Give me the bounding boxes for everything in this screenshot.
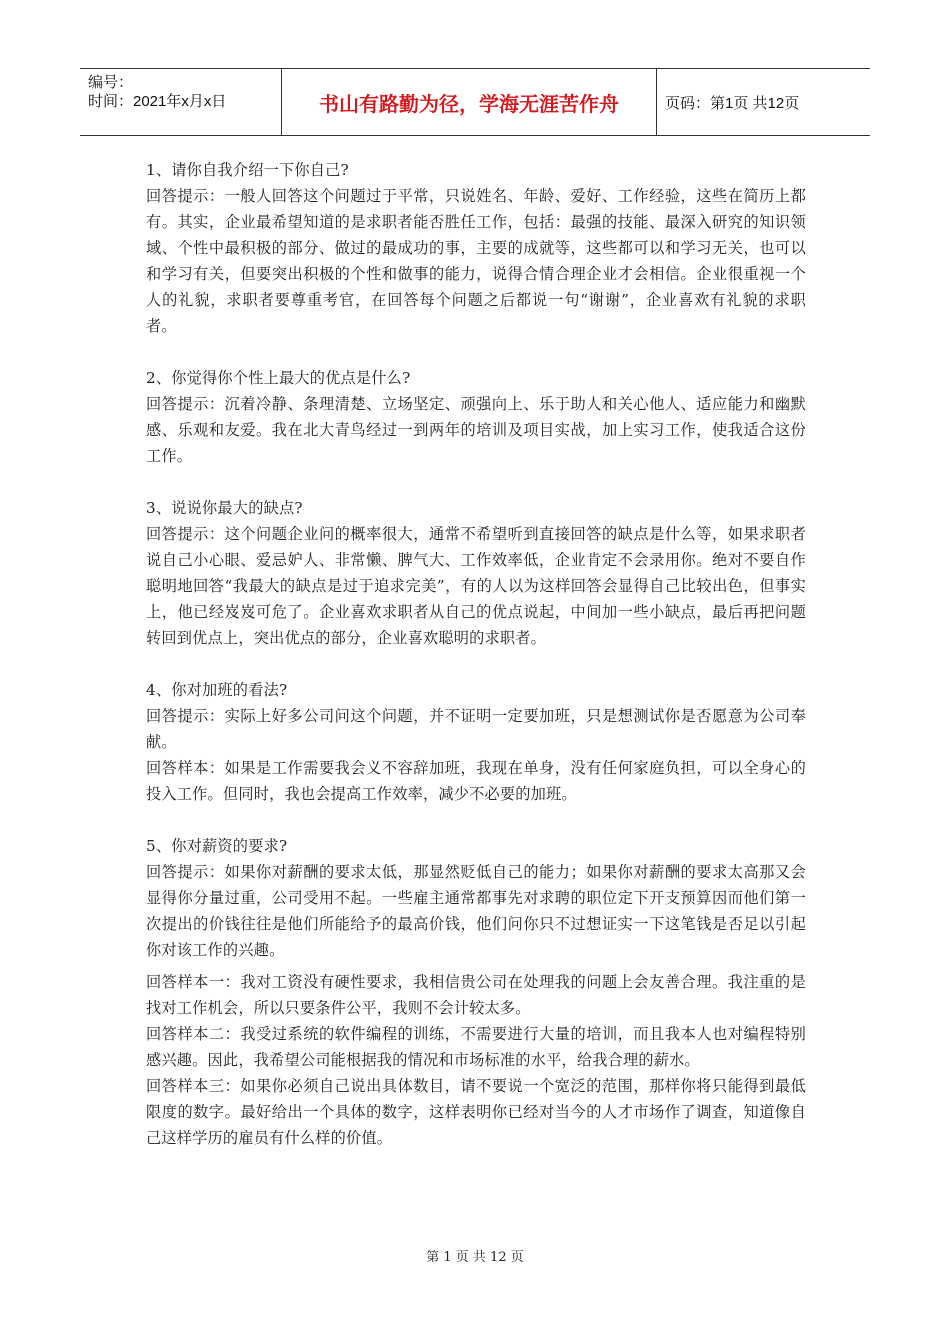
question-section-3 [146,495,806,651]
question-title: 1、请你自我介绍一下你自己? [146,161,349,179]
page-header [80,68,870,136]
question-section-5 [146,833,806,1151]
header-motto: 书山有路勤为径，学海无涯苦作舟 [282,69,657,135]
answer-paragraph: 回答样本二：我受过系统的软件编程的训练，不需要进行大量的培训，而且我本人也对编程特别感兴趣。因此，我希望公司能根据我的情况和市场标准的水平，给我合理的薪水。 [146,1025,806,1069]
header-meta [80,69,282,135]
document-number-label: 编号： [88,74,134,91]
question-title: 3、说说你最大的缺点? [146,499,303,517]
answer-paragraph: 回答样本一：我对工资没有硬性要求，我相信贵公司在处理我的问题上会友善合理。我注重的是找对工作机会，所以只要条件公平，我则不会计较太多。 [146,973,806,1017]
answer-paragraph: 回答提示：一般人回答这个问题过于平常，只说姓名、年龄、爱好、工作经验，这些在简历上都有。其实，企业最希望知道的是求职者能否胜任工作，包括：最强的技能、最深入研究的知识领域、个性中最积极的部分、做过的最成功的事，主要的成就等，这些都可以和学习无关，也可以和学习有关，但要突出积极的个性和做事的能力，说得合情合理企业才会相信。企业很重视一个人的礼貌，求职者要尊重考官，在回答每个问题之后都说一句“谢谢”，企业喜欢有礼貌的求职者。 [146,187,806,335]
answer-paragraph: 回答样本三：如果你必须自己说出具体数目，请不要说一个宽泛的范围，那样你将只能得到最低限度的数字。最好给出一个具体的数字，这样表明你已经对当今的人才市场作了调查，知道像自己这样学历的雇员有什么样的价值。 [146,1077,806,1147]
question-title: 4、你对加班的看法? [146,681,288,699]
question-section-1 [146,157,806,339]
header-page-number: 页码：第1页 共12页 [665,94,800,112]
answer-paragraph: 回答提示：这个问题企业问的概率很大，通常不希望听到直接回答的缺点是什么等，如果求职者说自己小心眼、爱忌妒人、非常懒、脾气大、工作效率低，企业肯定不会录用你。绝对不要自作聪明地回答“我最大的缺点是过于追求完美”，有的人以为这样回答会显得自己比较出色，但事实上，他已经岌岌可危了。企业喜欢求职者从自己的优点说起，中间加一些小缺点，最后再把问题转回到优点上，突出优点的部分，企业喜欢聪明的求职者。 [146,525,806,647]
answer-paragraph: 回答提示：如果你对薪酬的要求太低，那显然贬低自己的能力；如果你对薪酬的要求太高那又会显得你分量过重，公司受用不起。一些雇主通常都事先对求聘的职位定下开支预算因而他们第一次提出的价钱往往是他们所能给予的最高价钱，他们问你只不过想证实一下这笔钱是否足以引起你对该工作的兴趣。 [146,863,806,959]
answer-paragraph: 回答提示：实际上好多公司问这个问题，并不证明一定要加班，只是想测试你是否愿意为公司奉献。 [146,707,806,751]
question-section-4 [146,677,806,807]
document-date-label: 时间：2021年x月x日 [88,93,227,110]
question-title: 2、你觉得你个性上最大的优点是什么? [146,369,411,387]
question-section-2 [146,365,806,469]
answer-paragraph: 回答样本：如果是工作需要我会义不容辞加班，我现在单身，没有任何家庭负担，可以全身心的投入工作。但同时，我也会提高工作效率，减少不必要的加班。 [146,759,806,803]
question-title: 5、你对薪资的要求? [146,837,288,855]
document-body [146,157,806,1177]
answer-paragraph: 回答提示：沉着冷静、条理清楚、立场坚定、顽强向上、乐于助人和关心他人、适应能力和幽默感、乐观和友爱。我在北大青鸟经过一到两年的培训及项目实战，加上实习工作，使我适合这份工作。 [146,395,806,465]
page-footer: 第 1 页 共 12 页 [426,1250,524,1265]
